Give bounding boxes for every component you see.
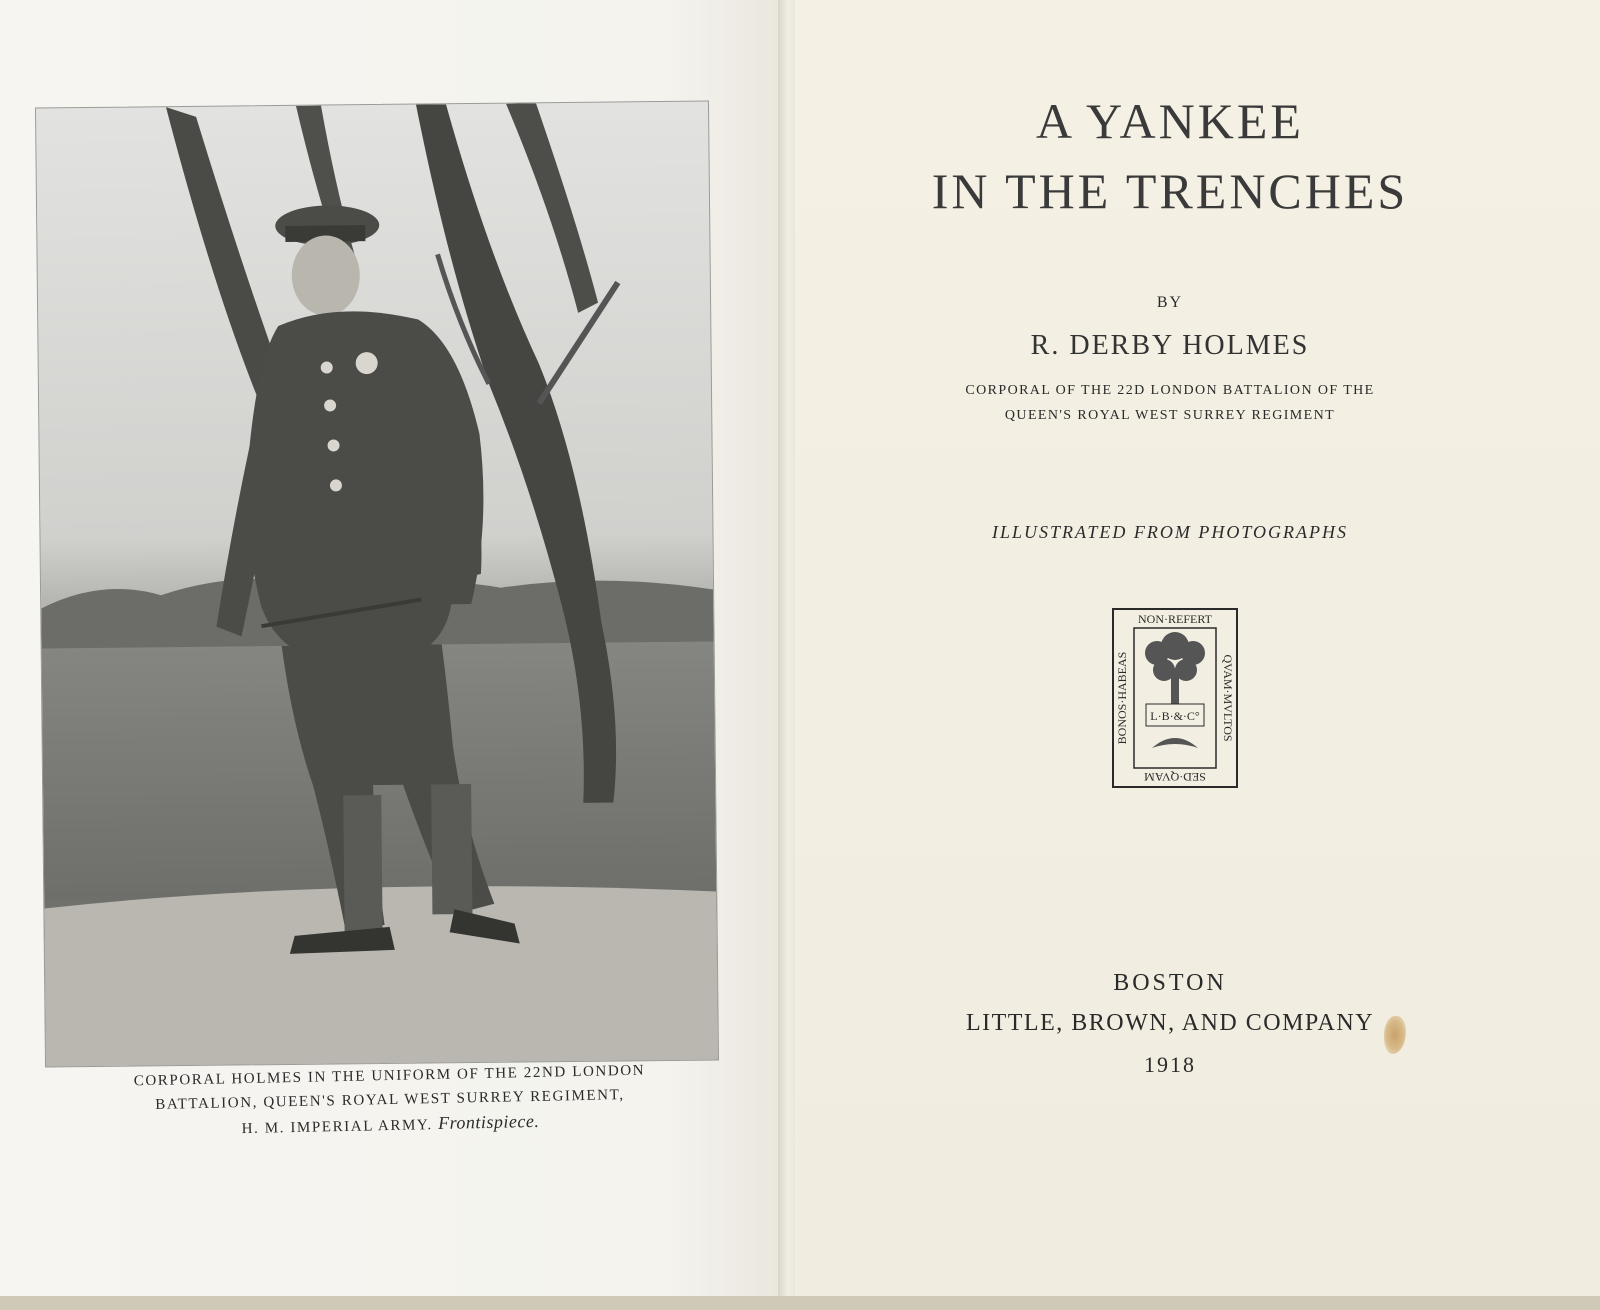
device-text-left: BONOS·HABEAS <box>1115 651 1129 745</box>
soldier-photo-illustration <box>36 102 718 1067</box>
device-monogram: L·B·&·C° <box>1150 709 1200 723</box>
publisher-device <box>1112 608 1238 788</box>
left-page <box>0 0 785 1310</box>
publication-year: 1918 <box>1144 1052 1196 1077</box>
frontispiece-photograph <box>35 100 719 1067</box>
device-text-top: NON·REFERT <box>1138 612 1212 626</box>
author-rank-line-1: CORPORAL OF THE 22D LONDON BATTALION OF THE <box>965 383 1375 398</box>
caption-line-2: BATTALION, QUEEN'S ROYAL WEST SURREY REGIMENT, <box>155 1087 625 1113</box>
device-text-bottom: SED·QVAM <box>1144 770 1206 784</box>
photo-caption <box>59 1057 720 1145</box>
device-text-right: QVAM·MVLTOS <box>1221 654 1235 742</box>
illustrated-note: ILLUSTRATED FROM PHOTOGRAPHS <box>992 522 1348 542</box>
byline: BY <box>1156 294 1184 311</box>
book-bottom-edge <box>0 1296 1600 1310</box>
author-rank-line-2: QUEEN'S ROYAL WEST SURREY REGIMENT <box>1004 408 1336 423</box>
caption-line-1: CORPORAL HOLMES IN THE UNIFORM OF THE 22ND LONDON <box>133 1062 646 1090</box>
publication-city: BOSTON <box>1113 970 1227 996</box>
caption-frontispiece: Frontispiece. <box>437 1110 540 1133</box>
publisher-name: LITTLE, BROWN, AND COMPANY <box>965 1010 1375 1036</box>
title-line-2: IN THE TRENCHES <box>931 163 1409 219</box>
caption-line-3: H. M. IMPERIAL ARMY. <box>241 1117 433 1138</box>
author-name: R. DERBY HOLMES <box>1030 330 1310 361</box>
title-line-1: A YANKEE <box>1036 93 1304 149</box>
tree-emblem-icon <box>1145 632 1205 708</box>
